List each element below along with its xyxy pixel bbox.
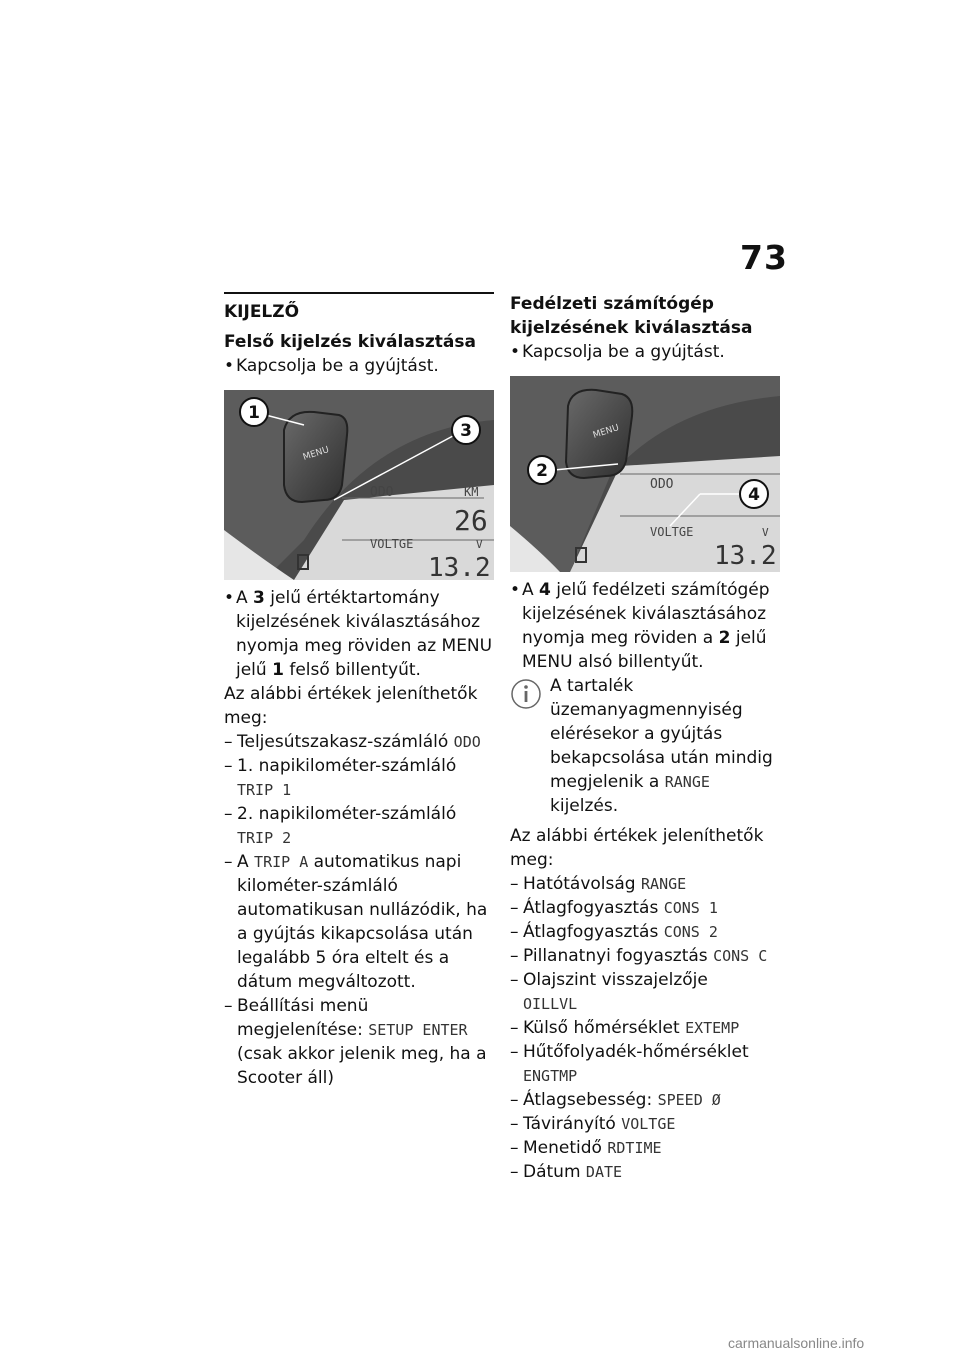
left-bullet-2: • A 3 jelű értéktartomány kijelzésének kiválasztásához nyomja meg röviden az MENU jelű 1 felső billentyűt. — [224, 588, 493, 680]
right-intro: Az alábbi értékek jeleníthetők meg: — [510, 826, 764, 870]
list-item: – Teljesútszakasz-számláló ODO — [224, 732, 481, 752]
lcd-v: V — [762, 526, 769, 539]
list-item: – Hűtőfolyadék-hőmérséklet ENGTMP — [510, 1042, 749, 1085]
callout-2: 2 — [536, 461, 548, 481]
list-item: – Beállítási menü megjelenítése: SETUP ENTER (csak akkor jelenik meg, ha a Scooter áll) — [224, 996, 487, 1088]
info-icon — [510, 678, 542, 710]
list-item: – 1. napikilométer-számláló TRIP 1 — [224, 756, 457, 799]
callout-3: 3 — [460, 421, 472, 441]
list-item: – A TRIP A automatikus napi kilométer-számláló automatikusan nullázódik, ha a gyújtás kikapcsolása után legalább 5 óra eltelt és a dátum megváltozott. — [224, 852, 488, 992]
left-intro: Az alábbi értékek jeleníthetők meg: — [224, 684, 478, 728]
lcd-odo: ODO — [650, 477, 674, 492]
list-item: – Pillanatnyi fogyasztás CONS C — [510, 946, 768, 966]
callout-1: 1 — [248, 403, 260, 423]
menu-button-label: MENU — [591, 423, 621, 441]
footer-watermark: carmanualsonline.info — [728, 1335, 865, 1351]
lcd-odo-value: 26 — [454, 504, 488, 537]
lcd-odo: ODO — [370, 485, 394, 500]
bullet-icon: • — [224, 356, 235, 376]
right-bullet-1: • Kapcsolja be a gyújtást. — [510, 342, 725, 362]
callout-4: 4 — [748, 485, 760, 505]
list-item: – Átlagfogyasztás CONS 1 — [510, 898, 718, 918]
lcd-voltge: VOLTGE — [650, 525, 694, 539]
list-item: – Dátum DATE — [510, 1162, 623, 1182]
left-subtitle: Felső kijelzés kiválasztása — [224, 332, 476, 352]
list-item: – Külső hőmérséklet EXTEMP — [510, 1018, 740, 1038]
left-column — [224, 292, 494, 1090]
right-subtitle: Fedélzeti számítógép kijelzésének kiválasztása — [510, 294, 753, 338]
bullet-icon: • — [510, 342, 521, 362]
bullet-icon: • — [510, 580, 521, 600]
menu-button-label: MENU — [301, 445, 331, 463]
list-item: – Átlagfogyasztás CONS 2 — [510, 922, 718, 942]
list-item: – Menetidő RDTIME — [510, 1138, 662, 1158]
lcd-km: KM — [464, 485, 479, 499]
page-number: 73 — [740, 238, 788, 277]
list-item: – 2. napikilométer-számláló TRIP 2 — [224, 804, 457, 847]
left-bullet-1: • Kapcsolja be a gyújtást. — [224, 356, 439, 376]
list-item: – Hatótávolság RANGE — [510, 874, 687, 894]
bullet-icon: • — [224, 588, 235, 608]
left-dashboard-figure — [224, 390, 494, 580]
list-item: – Átlagsebesség: SPEED Ø — [510, 1090, 721, 1110]
section-rule — [224, 292, 494, 294]
lcd-volt-value: 13.2 — [714, 541, 777, 571]
right-bullet-2: • A 4 jelű fedélzeti számítógép kijelzésének kiválasztásához nyomja meg röviden a 2 jelű MENU alsó billentyűt. — [510, 580, 770, 672]
lcd-voltge: VOLTGE — [370, 537, 414, 551]
list-item: – Távirányító VOLTGE — [510, 1114, 676, 1134]
section-title: KIJELZŐ — [224, 302, 300, 322]
right-dashboard-figure — [510, 376, 780, 572]
right-column — [510, 292, 782, 1184]
info-note: A tartalék üzemanyagmennyiség elérésekor a gyújtás bekapcsolása után mindig megjelenik a RANGE kijelzés. — [510, 674, 782, 818]
lcd-v: V — [476, 538, 483, 551]
list-item: – Olajszint visszajelzője OILLVL — [510, 970, 708, 1013]
lcd-volt-value: 13.2 — [428, 553, 491, 580]
